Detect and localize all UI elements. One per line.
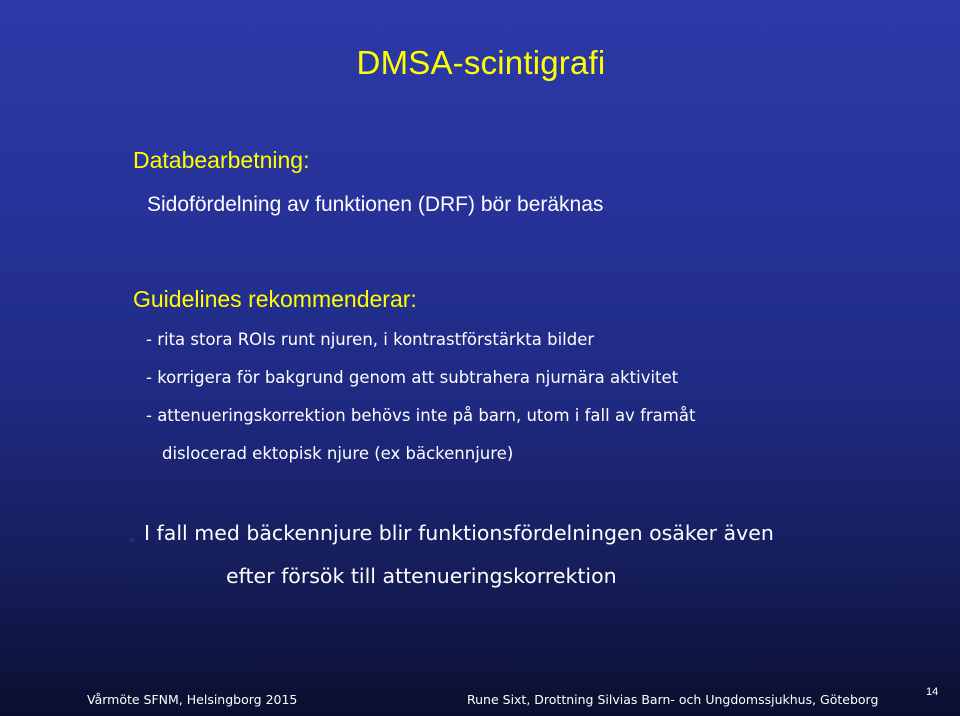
guideline-item: - attenueringskorrektion behövs inte på barn, utom i fall av framåt: [146, 406, 696, 425]
guideline-item: - korrigera för bakgrund genom att subtrahera njurnära aktivitet: [146, 368, 679, 387]
section-heading-databearbetning: Databearbetning:: [133, 147, 310, 173]
slide-title: [0, 44, 960, 82]
footer-right: Rune Sixt, Drottning Silvias Barn- och Ungdomssjukhus, Göteborg: [467, 692, 879, 707]
section-heading-guidelines: Guidelines rekommenderar:: [133, 286, 417, 312]
guideline-item-continuation: dislocerad ektopisk njure (ex bäckennjure): [162, 444, 514, 463]
guideline-item: - rita stora ROIs runt njuren, i kontrastförstärkta bilder: [146, 330, 595, 349]
note-line-2: efter försök till attenueringskorrektion: [226, 564, 617, 588]
bullet-dot: [130, 538, 134, 542]
slide-title-text: DMSA-scintigrafi: [356, 44, 606, 81]
section-text-drf: Sidofördelning av funktionen (DRF) bör beräknas: [147, 193, 604, 216]
footer-left: Vårmöte SFNM, Helsingborg 2015: [87, 692, 298, 707]
note-line-1: I fall med bäckennjure blir funktionsfördelningen osäker även: [144, 521, 774, 545]
page-number: 14: [926, 686, 939, 698]
